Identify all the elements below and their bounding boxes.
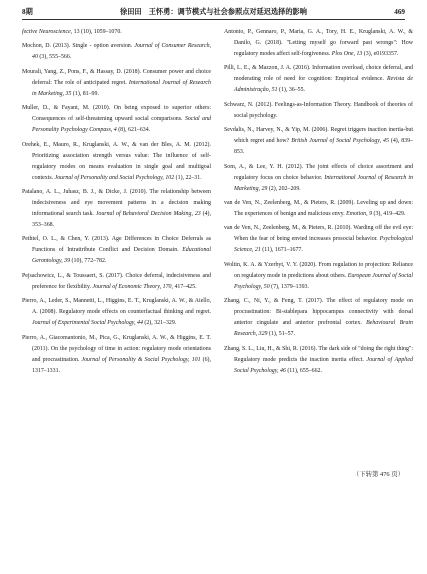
reference-entry: Woltin, K. A. & Yzerbyt, V. Y. (2020). From regulation to projection: Reliance on regulatory mode in predictions about others. European Journal of Social Psychology, 50 (7), 1379–1393. (224, 261, 413, 290)
reference-entry: van de Ven, N., Zeelenberg, M., & Pieters, R. (2010). Warding off the evil eye: When the fear of being envied increases prosocial behavior. Psychological Science, 21 (11), 1671–1677. (224, 225, 413, 254)
reference-entry: Patalano, A. L., Juhasz, B. J., & Dicke, J. (2010). The relationship between indecisiveness and eye movement patterns in a decision making informational search task. Journal of Behavioral Decision Making, 23 (4), 353–368. (22, 188, 211, 228)
reference-entry: fective Neuroscience, 13 (10), 1059–1070. (22, 29, 122, 35)
reference-column-left (22, 27, 211, 380)
reference-entry: Pethtel, O. L., & Chen, Y. (2013). Age Differences in Choice Deferrals as Functions of Intrattribute Conflict and Decision Domain. Educational Gerontology, 39 (10), 772–782. (22, 236, 211, 265)
running-header (22, 5, 405, 19)
reference-entry: Muller, D., & Fayant, M. (2010). On being exposed to superior others: Consequences of self-threatening upward social comparisons. Social and Personality Psychology Compass, 4 (8), 621–634. (22, 105, 211, 134)
reference-entry: Pejsachowicz, L., & Toussaert, S. (2017). Choice deferral, indecisiveness and preference for flexibility. Journal of Economic Theory, 170, 417–425. (22, 272, 211, 290)
running-title: 徐田田 王怀勇：调节模式与社会参照点对延迟选择的影响 (120, 8, 307, 16)
reference-entry: Pilli, L. E., & Mazzon, J. A. (2016). Information overload, choice deferral, and moderating role of need for cognition: Empirical evidence. Revista de Administração, 51 (1), 36–55. (224, 65, 413, 94)
reference-entry: Sevdalis, N., Harvey, N., & Yip, M. (2006). Regret triggers inaction inertia-but which regret and how? British Journal of Social Psychology, 45 (4), 839–853. (224, 127, 413, 156)
issue-number: 8期 (22, 8, 33, 16)
reference-entry: Orehek, E., Mauro, R., Kruglanski, A. W., & van der Bles, A. M. (2012). Prioritizing association strength versus value: The influence of self-regulatory modes on means evaluation in single goal and multigoal contexts. Journal of Personality and Social Psychology, 102 (1), 22–31. (22, 141, 211, 181)
reference-entry: Pierro, A., Leder, S., Mannetti, L., Higgins, E. T., Kruglanski, A. W., & Aiello, A. (2008). Regulatory mode effects on counterfactual thinking and regret. Journal of Experimental Social Psychology, 44 (2), 321–329. (22, 298, 211, 327)
reference-entry: Mourali, Yang, Z., Pons, F., & Hassay, D. (2018). Consumer power and choice deferral: The role of anticipated regret. International Journal of Research in Marketing, 35 (1), 81–99. (22, 68, 211, 97)
continued-on-page-note: （下转第 476 页） (352, 471, 404, 478)
reference-entry: van de Ven, N., Zeelenberg, M., & Pieters, R. (2009). Leveling up and down: The experiences of benign and malicious envy. Emotion, 9 (3), 419–429. (224, 199, 413, 217)
reference-entry: Zhang, S. L., Liu, H., & Shi, R. (2016). The dark side of "doing the right thing": Regulatory mode predicts the inaction inertia effect. Journal of Applied Social Psychology, 46 (11), 655–662. (224, 345, 413, 374)
reference-entry: Antonio, P., Gennaro, P., Maria, G. A., Tory, H. E., Kruglanski, A. W., & Danilo, G. (2018). "Letting myself go forward past wrongs": How regulatory modes affect self-forgiveness. Plos One, 13 (3), e0193357. (224, 29, 413, 57)
reference-entry: Som, A., & Lee, Y. H. (2012). The joint effects of choice assortment and regulatory focus on choice behavior. International Journal of Research in Marketing, 29 (2), 202–209. (224, 163, 413, 192)
reference-column-right (224, 27, 413, 380)
reference-entry: Schwarz, N. (2012). Feelings-as-Information Theory. Handbook of theories of social psychology. (224, 101, 413, 119)
reference-entry: Zhang, C., Ni, Y., & Feng, T. (2017). The effect of regulatory mode on procrastination: Bi-stablepara hippocampus connectivity with dorsal anterior cingulate and anterior prefrontal cortex. Behavioural Brain Research, 329 (1), 51–57. (224, 298, 413, 338)
page-number: 469 (394, 8, 405, 16)
header-rule (22, 19, 405, 20)
reference-entry: Mochon, D. (2013). Single - option aversion. Journal of Consumer Research, 40 (3), 555–566. (22, 43, 211, 61)
reference-entry: Pierro, A., Giacomantonio, M., Pica, G., Kruglanski, A. W., & Higgins, E. T. (2011). On the psychology of time in action: regulatory mode orientations and procrastination. Journal of Personality & Social Psychology, 101 (6), 1317–1331. (22, 334, 211, 374)
